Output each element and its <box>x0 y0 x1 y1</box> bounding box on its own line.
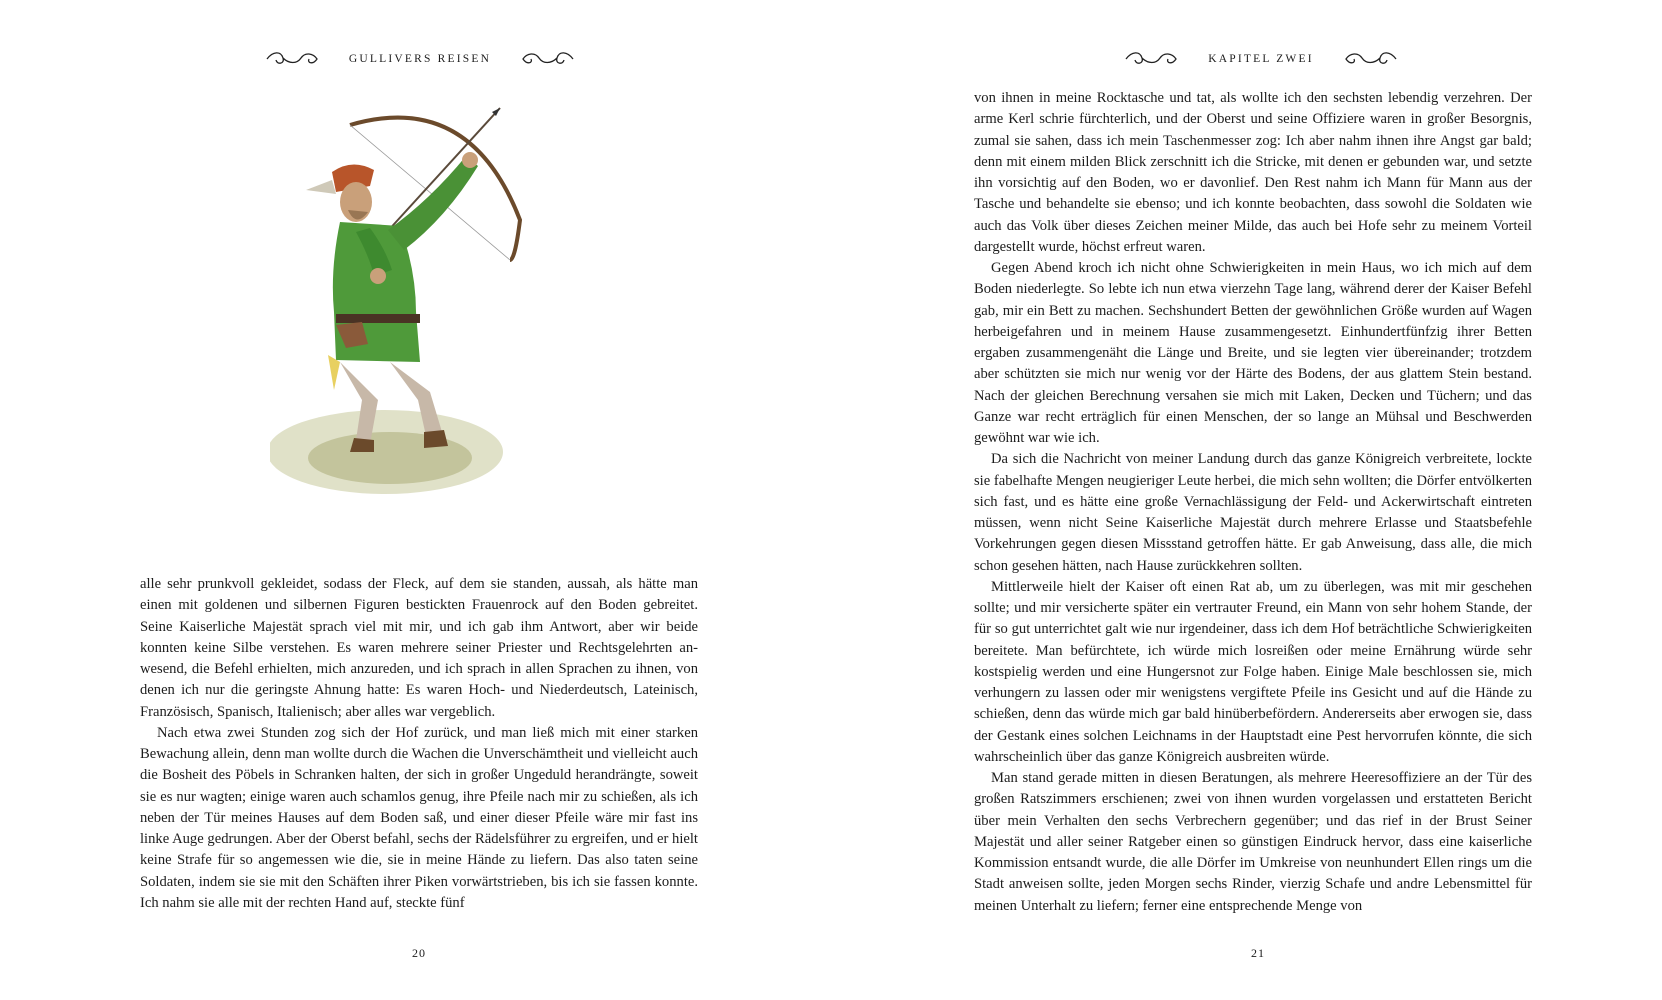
archer-illustration <box>270 100 560 510</box>
running-head-title: GULLIVERS REISEN <box>348 53 492 65</box>
paragraph: Da sich die Nachricht von meiner Landung durch das ganze Königreich verbreitete, lockte sie fabelhafte Mengen neugieriger Leute herbei, die mich sehn wollten; die Dörfer entvölkerten sich fast, und es hätte eine große Vernachlässigung der Feld- und Ackerwirtschaft eintreten müssen, wenn nicht Seine Kaiserliche Majestät durch mehrere Erlasse und Staatsbefehle Vorkehrungen gegen diesen Missstand getroffen hätte. Er gab Anweisung, dass alle, die mich schon gesehen hätten, nach Hause zurückkehren sollten. <box>974 451 1532 574</box>
paragraph: von ihnen in meine Rocktasche und tat, als wollte ich den sechsten lebendig verzehren. Der arme Kerl schrie fürchterlich, und der Oberst und seine Offiziere waren in großer Besorgnis, zumal sie sahen, dass ich mein Taschenmesser zog: Ich aber nahm ihnen ihre Angst gar bald; denn mit einem milden Blick zerschnitt ich die Stricke, mit denen er gebunden war, und setzte ihn vorsichtig auf den Boden, wo er davonlief. Den Rest nahm ich Mann für Mann aus der Tasche und behandelte sie ebenso; und ich konnte beobachten, dass sowohl die Soldaten wie auch das Volk über dieses Zeichen meiner Milde, das auch bei Hofe sehr zu meinem Vorteil dargestellt wurde, höchst erfreut waren. <box>974 90 1532 255</box>
body-text <box>974 88 1532 917</box>
flourish-ornament-icon <box>1124 50 1180 68</box>
body-text <box>140 574 698 914</box>
paragraph: Mittlerweile hielt der Kaiser oft einen Rat ab, um zu überlegen, was mit mir geschehen sollte; und mir versicherte später ein vertrauter Freund, ein Mann von sehr hohem Stande, der für so gut unterrichtet galt wie nur irgendeiner, dass ich dem Hof beträchtliche Schwierigkeiten bereitete. Man befürchtete, ich würde mich losreißen oder meine Ernährung würde sehr kostspielig werden und eine Hungersnot zur Folge haben. Einige Male beschlossen sie, mich verhungern zu lassen oder mir wenigstens vergiftete Pfeile ins Gesicht und auf die Hände zu schießen, denn das würde mich gar bald hinüberbefördern. Andererseits aber erwogen sie, dass der Gestank eines solchen Leichnams in der Hauptstadt eine Pest hervorrufen könnte, die sich wahrscheinlich über das ganze Königreich ausbreiten würde. <box>974 578 1532 765</box>
flourish-ornament-icon <box>1342 50 1398 68</box>
page-number: 21 <box>1251 946 1265 960</box>
right-page <box>831 0 1662 1000</box>
running-head <box>240 46 600 72</box>
flourish-ornament-icon <box>519 50 575 68</box>
running-head <box>1081 46 1441 72</box>
flourish-ornament-icon <box>265 50 321 68</box>
paragraph: alle sehr prunkvoll gekleidet, sodass der Fleck, auf dem sie standen, aussah, als hätte man einen mit goldenen und silbernen Figuren bestickten Frauenrock auf den Boden gebreitet. Seine Kaiserliche Majestät sprach viel mit mir, und ich gab ihm Antwort, aber wir beide konnten keine Silbe verstehen. Es waren mehrere seiner Priester und Rechtsgelehrten anwesend, die Befehl erhielten, mich anzureden, und ich sprach in allen Sprachen zu ihnen, von denen ich nur die geringste Ahnung hatte: Es waren Hoch- und Niederdeutsch, Lateinisch, Französisch, Spanisch, Italienisch; aber alles war vergeblich. <box>140 576 698 720</box>
paragraph: Gegen Abend kroch ich nicht ohne Schwierigkeiten in mein Haus, wo ich mich auf dem Boden niederlegte. So lebte ich nun etwa vierzehn Tage lang, während derer der Kaiser Befehl gab, mir ein Bett zu machen. Sechshundert Betten der gewöhnlichen Größe wurden auf Wagen herbeigefahren und in meinem Hause zusammengesetzt. Einhundertfünfzig ihrer Betten ergaben zusammengenäht die Länge und Breite, und sie legten vier übereinander; trotzdem aber schützten sie mich nur wenig vor der Härte des Bodens, der aus glattem Stein bestand. Nach der gleichen Berechnung versahen sie mich mit Laken, Decken und Tüchern; und das Ganze war recht erträglich für einen Menschen, der so lange an Mühsal und Beschwerden gewöhnt war wie ich. <box>974 260 1532 446</box>
page-number: 20 <box>412 946 426 960</box>
paragraph: Man stand gerade mitten in diesen Beratungen, als mehrere Heeresoffiziere an der Tür des großen Ratszimmers erschienen; zwei von ihnen wurden vorgelassen und erstatteten Bericht über mein Verhalten den sechs Verbrechern gegenüber; und das rief in der Brust Seiner Majestät und aller seiner Ratgeber einen so günstigen Eindruck hervor, dass eine kaiserliche Kommission entsandt wurde, die alle Dörfer im Umkreise von neunhundert Ellen rings um die Stadt anweisen sollte, jeden Morgen sechs Rinder, vierzig Schafe und andre Lebensmittel für meinen Unterhalt zu liefern; ferner eine entsprechende Menge von <box>974 770 1532 914</box>
paragraph: Nach etwa zwei Stunden zog sich der Hof zurück, und man ließ mich mit einer starken Bewachung allein, denn man wollte durch die Wachen die Unverschämtheit und vielleicht auch die Bosheit des Pöbels in Schranken halten, der sich in großer Ungeduld herandrängte, soweit sie es nur wagten; einige waren auch schamlos genug, ihre Pfeile nach mir zu schießen, als ich neben der Tür meines Hauses auf dem Boden saß, und einer dieser Pfeile wäre mir fast ins linke Auge gedrungen. Aber der Oberst befahl, sechs der Rädelsführer zu ergreifen, und er hielt keine Strafe für so angemessen wie die, sie in meine Hände zu liefern. Das also taten seine Soldaten, indem sie sie mit den Schäften ihrer Piken vorwärtstrieben, bis ich sie fassen konnte. Ich nahm sie alle mit der rechten Hand auf, steckte fünf <box>140 724 698 911</box>
running-head-title: KAPITEL ZWEI <box>1208 53 1314 65</box>
